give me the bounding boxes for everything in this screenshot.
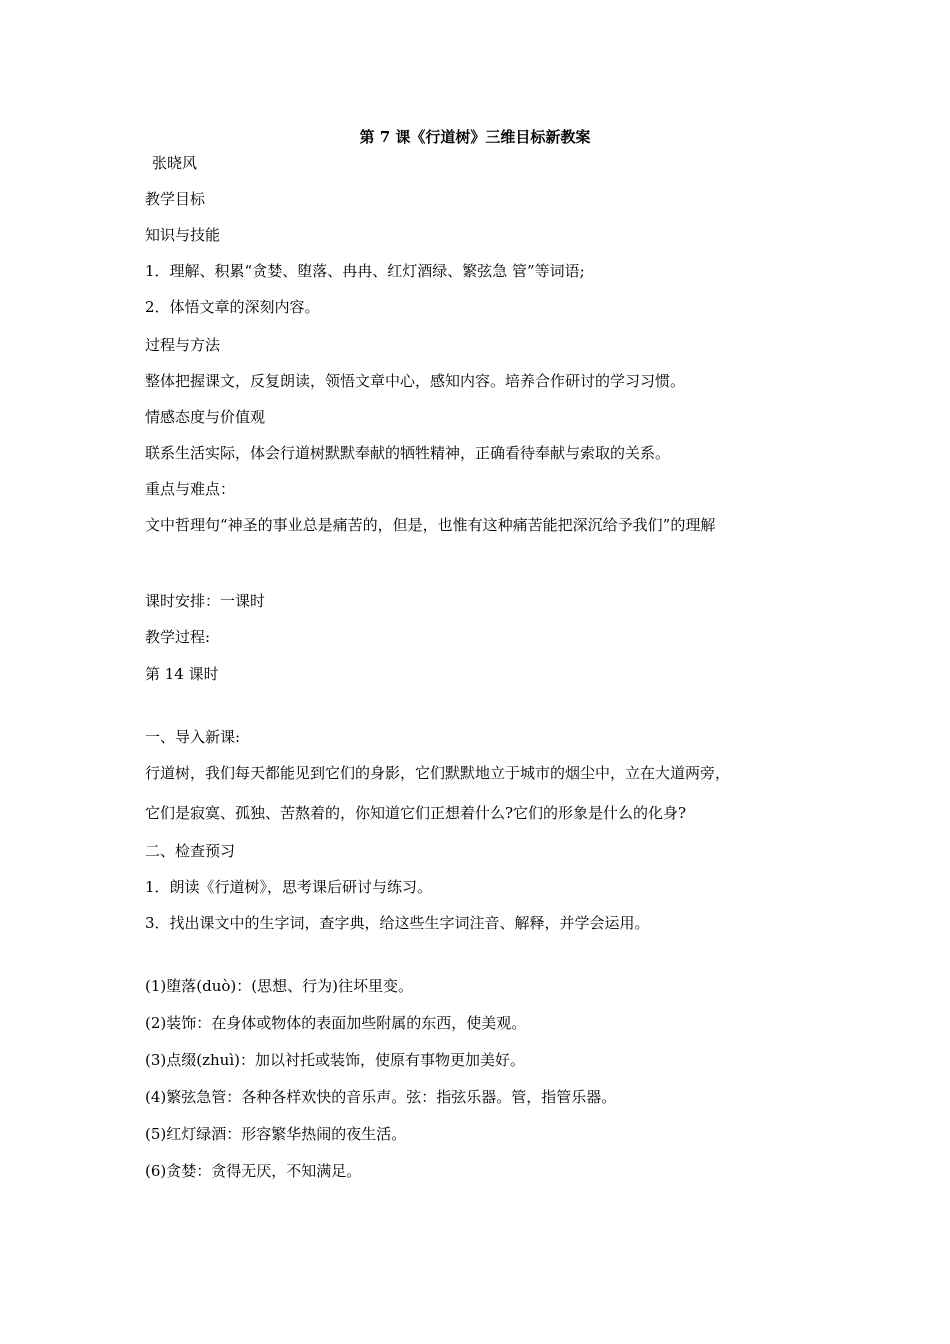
- heading-emotion-values: 情感态度与价值观: [145, 408, 266, 426]
- key-points-text: 文中哲理句“神圣的事业总是痛苦的，但是，也惟有这种痛苦能把深沉给予我们”的理解: [145, 516, 716, 534]
- introduction-text-2: 它们是寂寞、孤独、苦熬着的，你知道它们正想着什么?它们的形象是什么的化身?: [145, 804, 687, 822]
- heading-process-methods: 过程与方法: [145, 336, 221, 354]
- heading-teaching-process: 教学过程:: [145, 628, 211, 646]
- vocab-item-5: (5)红灯绿酒：形容繁华热闹的夜生活。: [145, 1125, 407, 1143]
- vocab-item-6: (6)贪婪：贪得无厌，不知满足。: [145, 1162, 362, 1180]
- heading-key-points: 重点与难点：: [145, 480, 236, 498]
- document-title: 第 7 课《行道树》三维目标新教案: [359, 128, 591, 146]
- vocab-item-4: (4)繁弦急管：各种各样欢快的音乐声。弦：指弦乐器。管，指管乐器。: [145, 1088, 617, 1106]
- heading-teaching-goals: 教学目标: [145, 190, 206, 208]
- preview-item-1: 1．朗读《行道树》，思考课后研讨与练习。: [145, 878, 433, 896]
- emotion-text: 联系生活实际，体会行道树默默奉献的牺牲精神，正确看待奉献与索取的关系。: [145, 444, 671, 462]
- goal-item-1: 1．理解、积累“贪婪、堕落、冉冉、红灯酒绿、繁弦急 管”等词语;: [145, 262, 585, 280]
- class-schedule: 课时安排：一课时: [145, 592, 266, 610]
- vocab-item-3: (3)点缀(zhuì)：加以衬托或装饰，使原有事物更加美好。: [145, 1051, 525, 1069]
- heading-knowledge-skills: 知识与技能: [145, 226, 221, 244]
- vocab-item-1: (1)堕落(duò)：(思想、行为)往坏里变。: [145, 977, 413, 995]
- lesson-number: 第 14 课时: [145, 665, 219, 683]
- vocab-item-2: (2)装饰：在身体或物体的表面加些附属的东西，使美观。: [145, 1014, 527, 1032]
- section-preview-check: 二、检查预习: [145, 842, 236, 860]
- preview-item-3: 3．找出课文中的生字词，查字典，给这些生字词注音、解释，并学会运用。: [145, 914, 650, 932]
- introduction-text-1: 行道树，我们每天都能见到它们的身影，它们默默地立于城市的烟尘中，立在大道两旁，: [145, 764, 731, 782]
- goal-item-2: 2．体悟文章的深刻内容。: [145, 298, 320, 316]
- author-name: 张晓风: [152, 154, 198, 172]
- section-introduction: 一、导入新课:: [145, 728, 241, 746]
- process-text: 整体把握课文，反复朗读，领悟文章中心，感知内容。培养合作研讨的学习习惯。: [145, 372, 686, 390]
